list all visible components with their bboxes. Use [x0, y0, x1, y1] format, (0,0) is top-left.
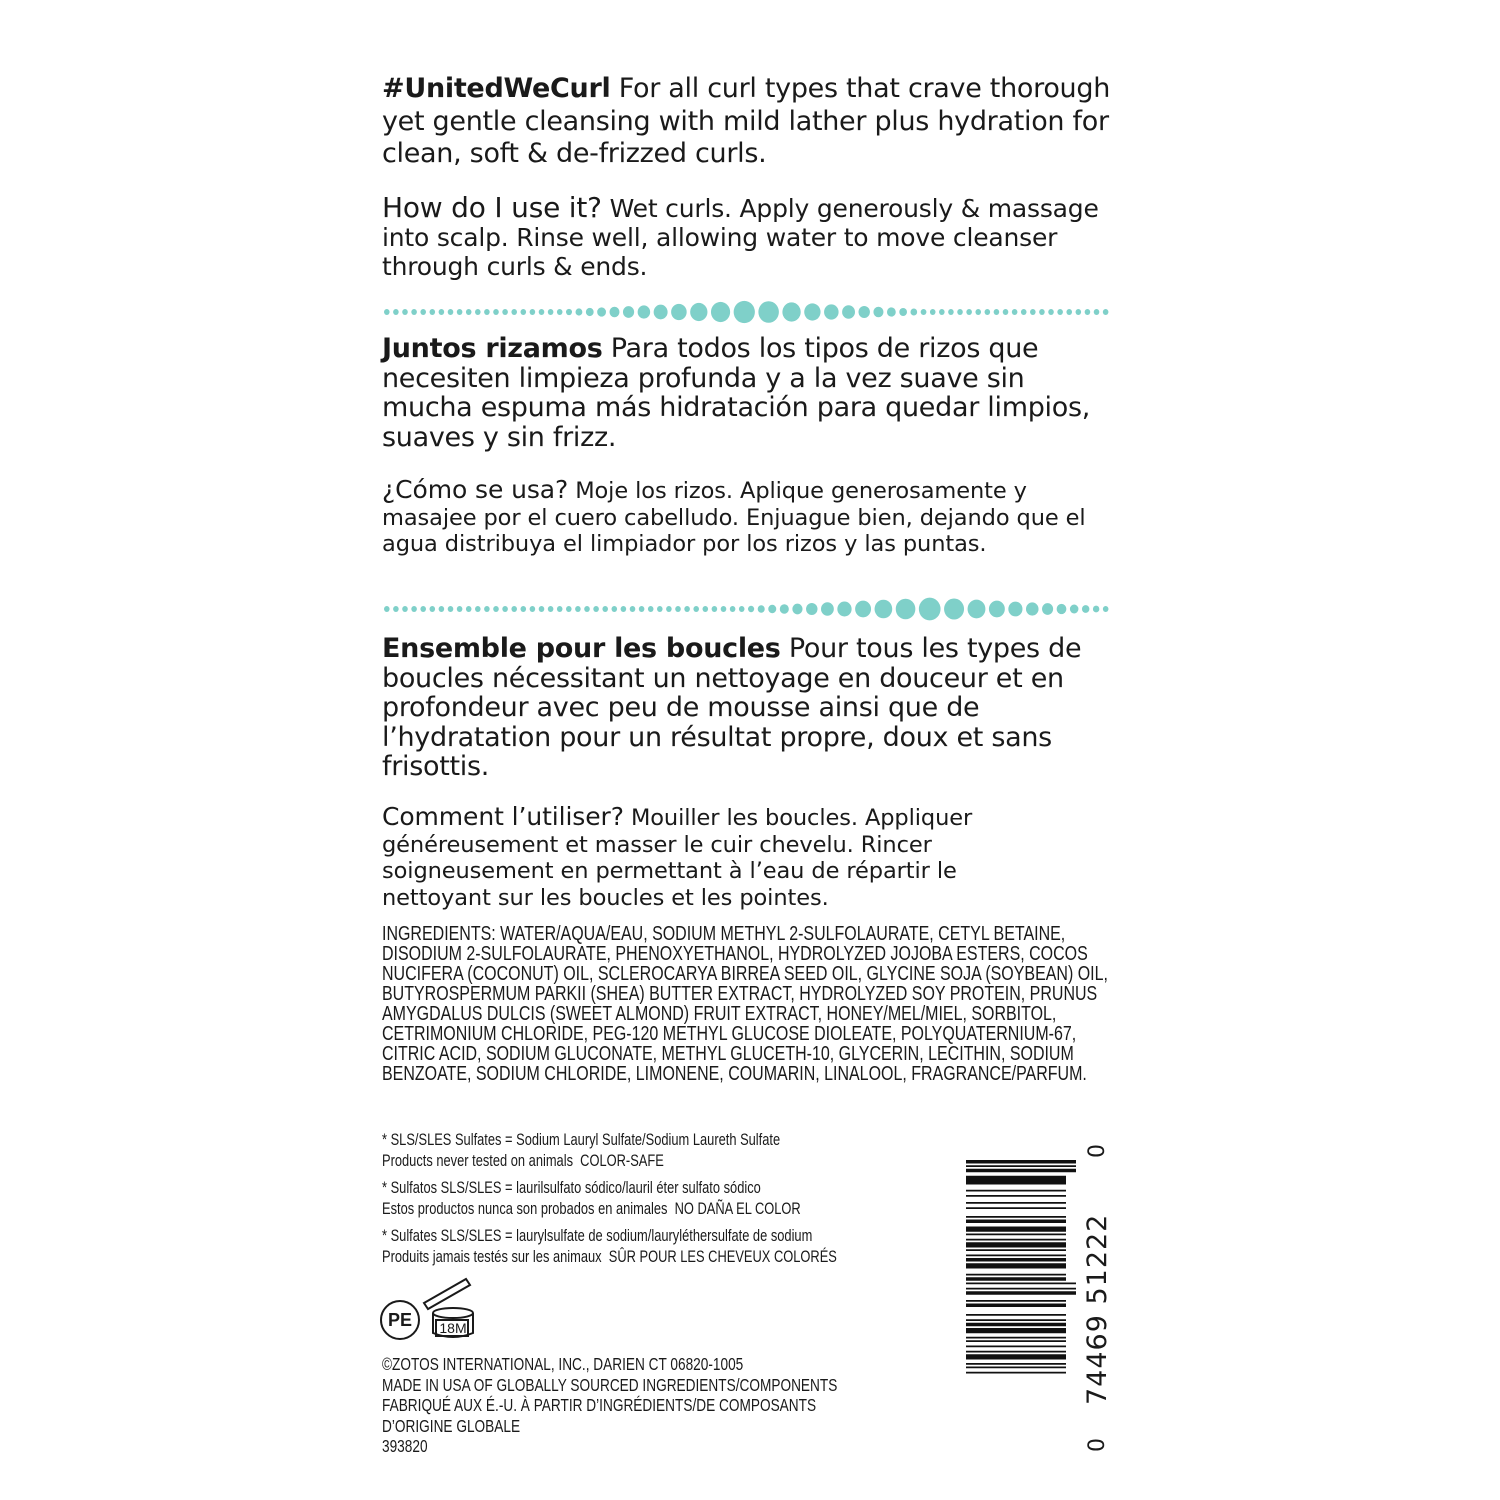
divider-dot [548, 309, 554, 315]
divider-dot [475, 606, 481, 612]
divider-dot [1094, 309, 1100, 315]
divider-dot [411, 309, 417, 315]
divider-dot [684, 606, 690, 612]
divider-dot [566, 606, 572, 612]
barcode-bar [966, 1363, 1066, 1365]
divider-dot [439, 309, 445, 315]
divider-dot [910, 308, 917, 315]
divider-dot [666, 606, 672, 612]
divider-dot [1076, 309, 1082, 315]
divider-dot [484, 309, 490, 315]
divider-dot [806, 603, 817, 615]
divider-dot [657, 606, 663, 612]
divider-dot [748, 606, 754, 612]
english-lead: #UnitedWeCurl [382, 73, 611, 104]
divider-dot [502, 606, 508, 612]
divider-dot [393, 606, 399, 612]
divider-dot [1085, 309, 1091, 315]
divider-dot [711, 302, 730, 322]
divider-dot [758, 301, 779, 323]
barcode [966, 1160, 1076, 1422]
footnote-fr-2: Produits jamais testés sur les animaux SÛR POUR LES CHEVEUX COLORÉS [382, 1248, 837, 1266]
divider-dot [948, 309, 954, 315]
dot-divider-2 [380, 594, 1110, 624]
divider-dot [921, 309, 927, 315]
barcode-bar [966, 1207, 1066, 1209]
divider-dot [824, 304, 839, 319]
divider-dot [859, 306, 870, 318]
divider-dot [968, 600, 986, 619]
footnote-en-1: * SLS/SLES Sulfates = Sodium Lauryl Sulfate/Sodium Laureth Sulfate [382, 1131, 781, 1149]
barcode-bar [966, 1277, 1066, 1281]
barcode-right-digit: 0 [1085, 1144, 1110, 1158]
divider-dot [576, 308, 583, 315]
barcode-bar [966, 1351, 1066, 1353]
legal-line: 393820 [382, 1436, 428, 1456]
divider-dot [1021, 309, 1027, 315]
french-how-lead: Comment l’utiliser? [382, 802, 624, 831]
divider-dot [989, 601, 1005, 618]
barcode-bar [966, 1354, 1066, 1359]
barcode-bar [966, 1340, 1066, 1342]
divider-dot [448, 606, 454, 612]
barcode-bar [966, 1216, 1066, 1218]
divider-dot [530, 606, 536, 612]
divider-dot [1103, 606, 1109, 612]
spanish-lead: Juntos rizamos [382, 333, 603, 364]
divider-dot [511, 606, 517, 612]
french-usage [382, 804, 1072, 911]
divider-dot [502, 309, 508, 315]
barcode-bar [966, 1323, 1066, 1327]
barcode-bar [966, 1255, 1066, 1257]
divider-dot [734, 301, 755, 323]
divider-dot [621, 606, 627, 612]
divider-dot [1042, 603, 1053, 615]
divider-dot [1048, 309, 1054, 315]
spanish-usage [382, 477, 1102, 558]
divider-dot [1057, 604, 1067, 614]
legal-line: MADE IN USA OF GLOBALLY SOURCED INGREDIENTS/COMPONENTS [382, 1374, 838, 1395]
divider-dot [420, 309, 426, 315]
divider-dot [521, 309, 527, 315]
recycle-code: PE [387, 1309, 412, 1330]
divider-dot [384, 606, 390, 612]
barcode-bar [966, 1263, 1066, 1268]
divider-dot [1008, 602, 1022, 617]
divider-dot [855, 601, 871, 618]
barcode-bar [966, 1288, 1076, 1290]
divider-dot [939, 309, 945, 315]
barcode-bar [966, 1249, 1066, 1251]
divider-dot [873, 307, 883, 318]
divider-dot [896, 599, 916, 620]
barcode-bar [966, 1304, 1066, 1308]
divider-dot [975, 309, 981, 315]
french-how-text: Mouiller les boucles. Appliquer généreusement et masser le cuir chevelu. Rincer soigneusement en permettant à l’eau de répartir le nettoyant sur les boucles et les pointes. [382, 805, 973, 911]
divider-dot [493, 309, 499, 315]
divider-dot [837, 601, 851, 616]
divider-dot [792, 604, 802, 615]
barcode-bar [966, 1328, 1066, 1333]
divider-dot [597, 307, 606, 316]
divider-dot [730, 606, 736, 612]
divider-dot [475, 309, 481, 315]
barcode-bar [966, 1337, 1066, 1339]
divider-dot [703, 606, 709, 612]
footnote-en-2: Products never tested on animals COLOR-SAFE [382, 1152, 664, 1170]
barcode-bar [966, 1202, 1066, 1204]
barcode-bar [966, 1346, 1066, 1348]
divider-dot [612, 606, 618, 612]
divider-dot [548, 606, 554, 612]
divider-dot [1012, 309, 1018, 315]
divider-dot [671, 304, 687, 320]
divider-dot [887, 307, 896, 316]
divider-dot [457, 606, 463, 612]
footnote-es-2: Estos productos nunca son probados en animales NO DAÑA EL COLOR [382, 1200, 801, 1218]
divider-dot [420, 606, 426, 612]
barcode-bar [966, 1300, 1066, 1302]
barcode-bar [966, 1160, 1076, 1164]
divider-dot [1039, 309, 1045, 315]
divider-dot [539, 309, 545, 315]
barcode-bar [966, 1283, 1076, 1285]
divider-dot [919, 598, 941, 621]
barcode-bar [966, 1234, 1066, 1236]
divider-dot [875, 600, 893, 619]
english-description [382, 73, 1122, 171]
barcode-bar [966, 1220, 1066, 1224]
divider-dot [780, 604, 789, 614]
divider-dot [899, 308, 907, 316]
barcode-bar [966, 1169, 1076, 1173]
divider-dot [584, 606, 590, 612]
divider-dot [1057, 309, 1063, 315]
divider-dot [610, 307, 620, 317]
english-how-lead: How do I use it? [382, 191, 602, 224]
divider-dot [842, 305, 855, 319]
barcode-bar [966, 1314, 1066, 1316]
divider-dot [384, 309, 390, 315]
divider-dot [966, 309, 972, 315]
divider-dot [1103, 309, 1109, 315]
pao-label: 18M [439, 1320, 467, 1336]
divider-dot [457, 309, 463, 315]
ingredients-list: INGREDIENTS: WATER/AQUA/EAU, SODIUM METHYL 2-SULFOLAURATE, CETYL BETAINE, DISODIUM 2-SULFOLAURATE, PHENOXYETHANOL, HYDROLYZED JOJOBA ESTERS, COCOS NUCIFERA (COCONUT) OIL, SCLEROCARYA BIRREA SEED OIL, GLYCINE SOJA (SOYBEAN) OIL, BUTYROSPERMUM PARKII (SHEA) BUTTER EXTRACT, HYDROLYZED SOY PROTEIN, PRUNUS AMYGDALUS DULCIS (SWEET ALMOND) FRUIT EXTRACT, HONEY/MEL/MIEL, SORBITOL, CETRIMONIUM CHLORIDE, PEG-120 METHYL GLUCOSE DIOLEATE, POLYQUATERNIUM-67, CITRIC ACID, SODIUM GLUCONATE, METHYL GLUCETH-10, GLYCERIN, LECITHIN, SODIUM BENZOATE, SODIUM CHLORIDE, LIMONENE, COUMARIN, LINALOOL, FRAGRANCE/PARFUM. [382, 922, 1108, 1085]
legal-line: FABRIQUÉ AUX É.-U. À PARTIR D’INGRÉDIENTS/DE COMPOSANTS [382, 1395, 817, 1415]
divider-dot [654, 305, 668, 320]
divider-dot [430, 309, 436, 315]
divider-dot [1003, 309, 1009, 315]
barcode-bar [966, 1319, 1066, 1321]
divider-dot [530, 309, 536, 315]
divider-dot [675, 606, 681, 612]
spanish-how-text: Moje los rizos. Aplique generosamente y masajee por el cuero cabelludo. Enjuague bien, dejando que el agua distribuya el limpiador por los rizos y las puntas. [382, 478, 1086, 557]
french-lead: Ensemble pour les boucles [382, 633, 781, 664]
barcode-bar [966, 1367, 1066, 1369]
divider-dot [393, 309, 399, 315]
barcode-bar [966, 1239, 1066, 1241]
divider-dot [739, 606, 745, 612]
divider-dot [1066, 309, 1072, 315]
divider-dot [690, 303, 707, 321]
divider-dot [521, 606, 527, 612]
divider-dot [639, 606, 645, 612]
barcode-bar [966, 1176, 1066, 1185]
divider-dot [930, 309, 936, 315]
divider-dot [557, 309, 563, 315]
divider-dot [957, 309, 963, 315]
divider-dot [411, 606, 417, 612]
divider-dot [721, 606, 727, 612]
divider-dot [575, 606, 581, 612]
barcode-bar [966, 1195, 1066, 1197]
divider-dot [493, 606, 499, 612]
divider-dot [593, 606, 599, 612]
spanish-text: Para todos los tipos de rizos que necesiten limpieza profunda y a la vez suave sin mucha espuma más hidratación para quedar limpios, suaves y sin frizz. [382, 333, 1090, 453]
divider-dot [466, 309, 472, 315]
english-text: For all curl types that crave thorough yet gentle cleansing with mild lather plus hydration for clean, soft & de-frizzed curls. [382, 73, 1111, 169]
divider-dot [448, 309, 454, 315]
divider-dot [402, 606, 408, 612]
divider-dot [439, 606, 445, 612]
barcode-bar [966, 1242, 1066, 1247]
divider-dot [602, 606, 608, 612]
divider-dot [557, 606, 563, 612]
divider-dot [1030, 309, 1036, 315]
divider-dot [586, 308, 594, 316]
divider-dot [712, 606, 718, 612]
spanish-description [382, 334, 1122, 452]
divider-dot [944, 599, 964, 620]
divider-dot [782, 302, 800, 321]
divider-dot [484, 606, 490, 612]
english-how-text: Wet curls. Apply generously & massage into scalp. Rinse well, allowing water to move cleanser through curls & ends. [382, 194, 1099, 281]
french-text: Pour tous les types de boucles nécessitant un nettoyage en douceur et en profondeur avec peu de mousse ainsi que de l’hydratation pour un résultat propre, doux et sans frisottis. [382, 633, 1082, 782]
divider-dot [693, 606, 699, 612]
french-description [382, 634, 1082, 782]
barcode-bar [966, 1274, 1066, 1276]
divider-dot [402, 309, 408, 315]
barcode-bar [966, 1291, 1076, 1295]
spanish-how-lead: ¿Cómo se usa? [382, 475, 569, 504]
barcode-left-digit: 0 [1085, 1438, 1110, 1452]
barcode-bar [966, 1227, 1066, 1232]
divider-dot [1082, 605, 1089, 613]
barcode-digits: 74469 51222 [1082, 1213, 1113, 1405]
divider-dot [430, 606, 436, 612]
legal-info [382, 1354, 959, 1457]
divider-dot [638, 305, 651, 318]
barcode-bar [966, 1258, 1066, 1262]
legal-line: D’ORIGINE GLOBALE [382, 1415, 521, 1436]
divider-dot [630, 606, 636, 612]
divider-dot [466, 606, 472, 612]
legal-line: ©ZOTOS INTERNATIONAL, INC., DARIEN CT 06820-1005 [382, 1354, 744, 1374]
divider-dot [1026, 602, 1039, 615]
divider-dot [511, 309, 517, 315]
english-usage [382, 193, 1102, 281]
divider-dot [648, 606, 654, 612]
pe-recycle-icon [380, 1300, 420, 1340]
dot-divider-1 [380, 297, 1110, 327]
divider-dot [1070, 605, 1079, 614]
divider-dot [623, 306, 634, 318]
divider-dot [1093, 606, 1099, 613]
footnotes [382, 1130, 881, 1274]
barcode-bar [966, 1372, 1066, 1374]
divider-dot [758, 605, 765, 612]
divider-dot [994, 309, 1000, 315]
barcode-bar [966, 1165, 1076, 1167]
divider-dot [821, 602, 834, 615]
divider-dot [539, 606, 545, 612]
footnote-fr-1: * Sulfates SLS/SLES = laurylsulfate de sodium/lauryléthersulfate de sodium [382, 1227, 813, 1245]
divider-dot [768, 605, 776, 613]
divider-dot [804, 303, 820, 320]
footnote-es-1: * Sulfatos SLS/SLES = laurilsulfato sódico/lauril éter sulfato sódico [382, 1179, 761, 1197]
divider-dot [566, 309, 572, 315]
divider-dot [985, 309, 991, 315]
barcode-bar [966, 1190, 1066, 1192]
